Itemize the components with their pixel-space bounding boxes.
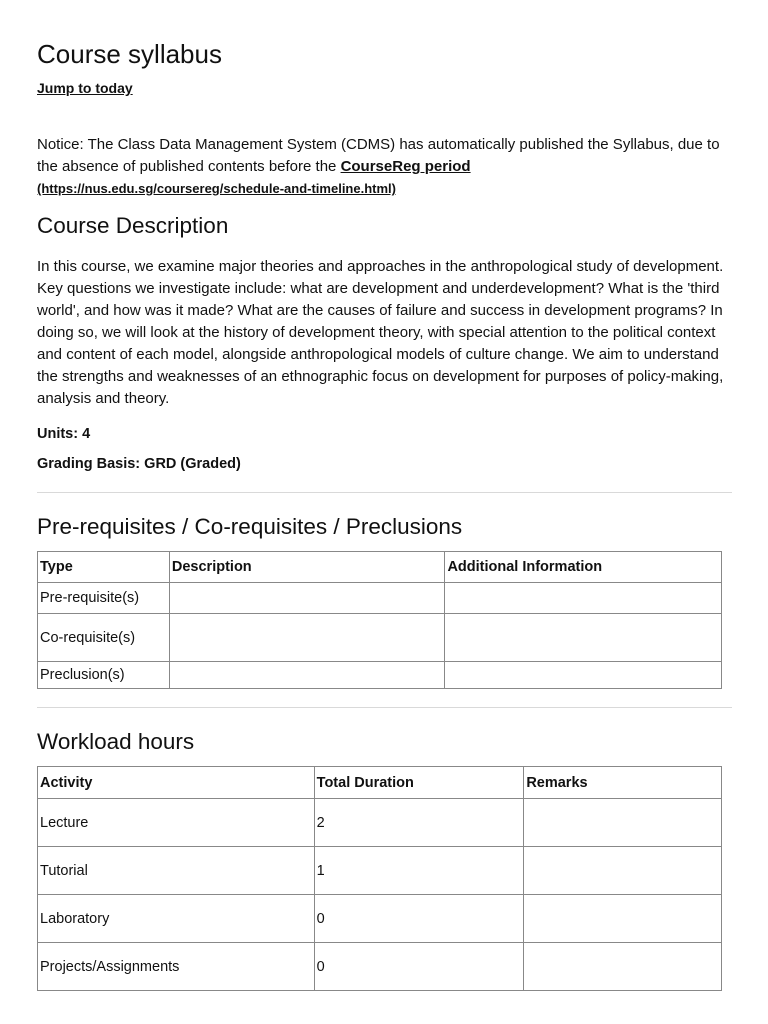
table-cell: 0: [314, 895, 524, 943]
units-value: Units: 4: [37, 426, 91, 442]
table-cell: Co-requisite(s): [38, 614, 170, 662]
column-header: Total Duration: [314, 767, 524, 799]
workload-table: [37, 766, 722, 991]
table-cell: [524, 895, 722, 943]
table-row: [38, 799, 722, 847]
section-divider: [37, 707, 732, 708]
grading-basis-value: Grading Basis: GRD (Graded): [37, 456, 241, 472]
table-cell: Laboratory: [38, 895, 315, 943]
table-cell: [445, 614, 722, 662]
coursereg-link-label: CourseReg period: [340, 158, 471, 175]
column-header: Description: [169, 552, 445, 583]
table-cell: Pre-requisite(s): [38, 583, 170, 614]
column-header: Remarks: [524, 767, 722, 799]
table-row: [38, 583, 722, 614]
notice-text: Notice: The Class Data Management System (CDMS) has automatically published the Syllabus, due to the absence of published contents before the: [37, 136, 720, 175]
table-cell: Projects/Assignments: [38, 943, 315, 991]
table-row: [38, 943, 722, 991]
section-divider: [37, 492, 732, 493]
table-cell: [445, 662, 722, 689]
table-cell: [524, 799, 722, 847]
table-cell: [524, 847, 722, 895]
column-header: Additional Information: [445, 552, 722, 583]
table-cell: Lecture: [38, 799, 315, 847]
table-row: [38, 614, 722, 662]
requisites-header-row: [38, 552, 722, 583]
table-cell: 2: [314, 799, 524, 847]
requisites-table: [37, 551, 722, 689]
table-row: [38, 662, 722, 689]
page-title: Course syllabus: [37, 39, 222, 69]
requisites-heading: Pre-requisites / Co-requisites / Preclusions: [37, 514, 463, 539]
table-row: [38, 847, 722, 895]
course-description-text: In this course, we examine major theories and approaches in the anthropological study of development. Key questions we investigate include: what are development and underdevelopment? What is the 'third world', and how was it made? What are the causes of failure and success in development programs? In doing so, we will look at the history of development theory, with special attention to the political context and content of each model, alongside anthropological models of culture change. We aim to understand the strengths and weaknesses of an ethnographic focus on development for purposes of policy-making, analysis and theory.: [37, 258, 724, 407]
jump-to-today-link[interactable]: Jump to today: [37, 80, 133, 96]
table-cell: [169, 614, 445, 662]
table-cell: [169, 583, 445, 614]
table-cell: Preclusion(s): [38, 662, 170, 689]
table-row: [38, 895, 722, 943]
table-cell: 1: [314, 847, 524, 895]
column-header: Type: [38, 552, 170, 583]
workload-heading: Workload hours: [37, 729, 195, 754]
table-cell: [524, 943, 722, 991]
table-cell: [445, 583, 722, 614]
table-cell: Tutorial: [38, 847, 315, 895]
table-cell: 0: [314, 943, 524, 991]
coursereg-link-url: (https://nus.edu.sg/coursereg/schedule-and-timeline.html): [37, 181, 396, 196]
column-header: Activity: [38, 767, 315, 799]
workload-header-row: [38, 767, 722, 799]
table-cell: [169, 662, 445, 689]
course-description-heading: Course Description: [37, 213, 229, 238]
cdms-notice: [37, 134, 732, 200]
